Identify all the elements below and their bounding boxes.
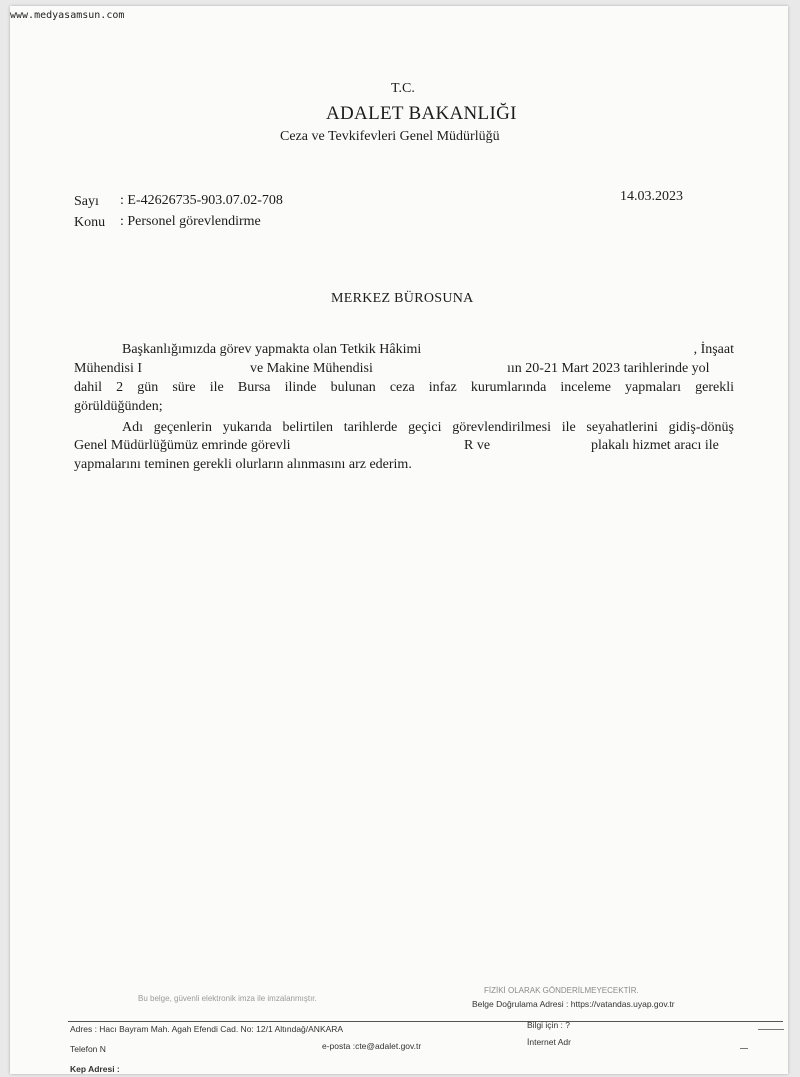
body-text: , İnşaat: [693, 342, 734, 357]
footer-address: Adres : Hacı Bayram Mah. Agah Efendi Cad. No: 12/1 Altındağ/ANKARA: [70, 1024, 344, 1034]
header-ministry: ADALET BAKANLIĞI: [326, 103, 517, 124]
footer-email: e-posta :cte@adalet.gov.tr: [322, 1041, 422, 1051]
document-date: 14.03.2023: [620, 189, 683, 204]
body-text: Genel Müdürlüğümüz emrinde görevli: [74, 438, 291, 453]
konu-value: : Personel görevlendirme: [120, 214, 261, 229]
e-signature-note: Bu belge, güvenli elektronik imza ile imzalanmıştır.: [138, 994, 317, 1003]
body-line: dahil 2 gün süre ile Bursa ilinde bulunan ceza infaz kurumlarında inceleme yapmaları gerekli: [74, 380, 734, 395]
konu-label: Konu: [74, 215, 106, 230]
body-text: Başkanlığımızda görev yapmakta olan Tetkik Hâkimi: [122, 342, 422, 357]
body-line: görüldüğünden;: [74, 399, 163, 414]
header-directorate: Ceza ve Tevkifevleri Genel Müdürlüğü: [280, 129, 500, 144]
margin-mark: [740, 1048, 748, 1049]
footer-info: Bilgi için : ?: [527, 1020, 570, 1030]
document-page: [10, 6, 788, 1074]
watermark-text: www.medyasamsun.com: [10, 10, 125, 21]
body-text: Mühendisi I: [74, 361, 143, 376]
sayi-value: : E-42626735-903.07.02-708: [120, 193, 283, 208]
verification-address: Belge Doğrulama Adresi : https://vatandas.uyap.gov.tr: [472, 999, 675, 1009]
sayi-label: Sayı: [74, 194, 99, 209]
body-text: ve Makine Mühendisi: [250, 361, 373, 376]
body-text: plakalı hizmet aracı ile: [591, 438, 719, 453]
physical-delivery-note: FİZİKİ OLARAK GÖNDERİLMEYECEKTİR.: [484, 986, 639, 995]
body-text: R ve: [464, 438, 491, 453]
footer-internet: İnternet Adr: [527, 1037, 571, 1047]
footer-kep: Kep Adresi :: [70, 1064, 120, 1074]
recipient-title: MERKEZ BÜROSUNA: [331, 291, 474, 306]
footer-phone: Telefon N: [70, 1044, 106, 1054]
body-line: [74, 342, 734, 358]
body-line: Adı geçenlerin yukarıda belirtilen tarihlerde geçici görevlendirilmesi ile seyahatlerini gidiş-dönüş: [122, 420, 734, 435]
body-text: ıın 20-21 Mart 2023 tarihlerinde yol: [507, 361, 710, 376]
body-line: yapmalarını teminen gerekli olurların alınmasını arz ederim.: [74, 457, 412, 472]
margin-mark: [758, 1029, 784, 1030]
header-tc: T.C.: [391, 81, 415, 96]
footer-divider: [68, 1021, 783, 1022]
